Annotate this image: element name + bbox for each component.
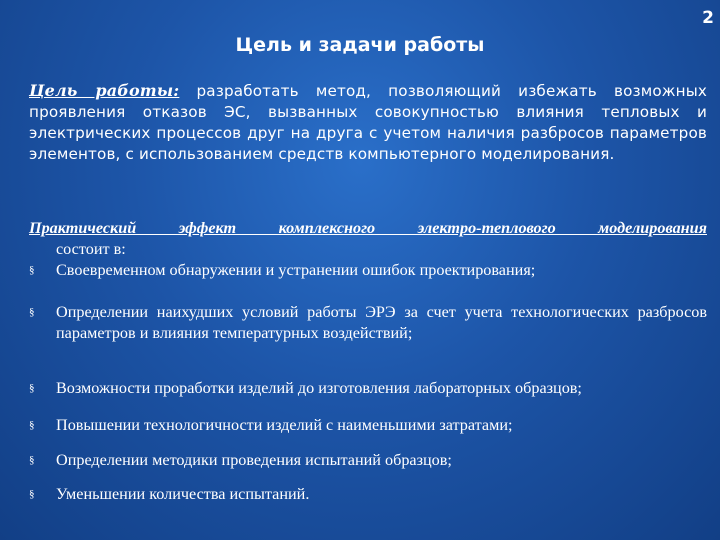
list-item-text: Определении наихудших условий работы ЭРЭ за счет учета технологических разбросов параметров и влияния температурных воздействий; (56, 303, 707, 342)
list-item (29, 260, 707, 281)
bullet-marker: § (29, 488, 35, 500)
slide-title: Цель и задачи работы (235, 34, 485, 56)
list-item (29, 378, 707, 399)
slide-number: 2 (702, 8, 714, 28)
bullet-marker: § (29, 454, 35, 466)
list-item-text: Повышении технологичности изделий с наименьшими затратами; (56, 416, 513, 434)
effect-subtitle: состоит в: (56, 240, 126, 258)
bullet-marker: § (29, 264, 35, 276)
list-item (29, 484, 707, 505)
list-item-text: Определении методики проведения испытаний образцов; (56, 451, 452, 469)
bullet-marker: § (29, 306, 35, 318)
effect-title: Практический эффект комплексного электро-теплового моделирования (29, 219, 707, 237)
list-item-text: Своевременном обнаружении и устранении ошибок проектирования; (56, 261, 536, 279)
list-item (29, 415, 707, 436)
goal-paragraph (29, 80, 707, 165)
list-item-text: Уменьшении количества испытаний. (56, 485, 310, 503)
goal-label: Цель работы: (29, 81, 180, 100)
list-item-text: Возможности проработки изделий до изготовления лабораторных образцов; (56, 379, 582, 397)
list-item (29, 450, 707, 471)
bullet-marker: § (29, 382, 35, 394)
bullet-marker: § (29, 419, 35, 431)
list-item (29, 302, 707, 344)
effect-heading (29, 218, 707, 260)
goal-text: разработать метод, позволяющий избежать возможных проявления отказов ЭС, вызванных совокупностью влияния тепловых и электрических процессов друг на друга с учетом наличия разбросов параметров элементов, с использованием средств компьютерного моделирования. (29, 82, 707, 163)
